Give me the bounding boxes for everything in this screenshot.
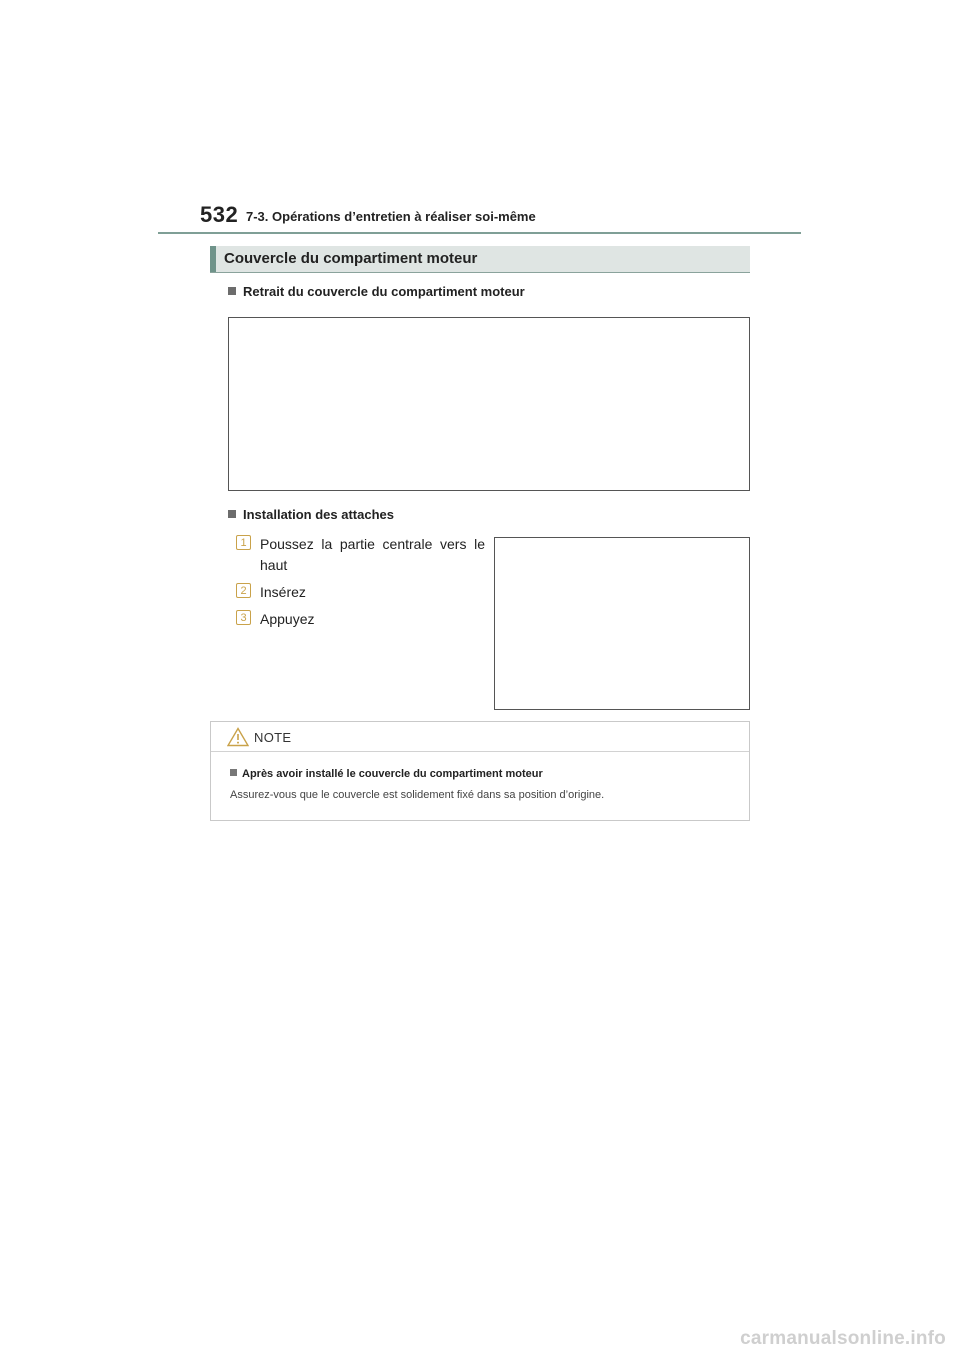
chapter-title: 7-3. Opérations d’entretien à réaliser soi-même (246, 209, 536, 224)
note-subheading-text: Après avoir installé le couvercle du compartiment moteur (242, 768, 543, 780)
removal-figure (228, 317, 750, 491)
step-text: Appuyez (260, 611, 315, 627)
warning-triangle-icon (227, 727, 249, 747)
page-number: 532 (200, 202, 239, 227)
note-label: NOTE (254, 730, 292, 745)
installation-heading-text: Installation des attaches (243, 507, 394, 522)
note-divider (211, 751, 749, 752)
removal-heading-text: Retrait du couvercle du compartiment moteur (243, 284, 525, 299)
step-text: Insérez (260, 584, 306, 600)
note-box (210, 721, 750, 821)
square-bullet-icon (228, 510, 236, 518)
square-bullet-icon (228, 287, 236, 295)
section-title-banner (210, 246, 750, 273)
step-text: Poussez la partie centrale vers le haut (260, 536, 485, 573)
section-accent-bar (210, 246, 216, 272)
header-rule (158, 232, 801, 234)
note-subheading (230, 768, 543, 780)
step-number-badge: 3 (236, 610, 251, 625)
step-number-badge: 2 (236, 583, 251, 598)
note-body: Assurez-vous que le couvercle est solidement fixé dans sa position d’origine. (230, 789, 605, 801)
installation-figure (494, 537, 750, 710)
step-number-badge: 1 (236, 535, 251, 550)
removal-heading (228, 284, 525, 299)
section-title: Couvercle du compartiment moteur (224, 250, 478, 267)
installation-heading (228, 507, 394, 522)
square-bullet-icon (230, 769, 237, 776)
watermark: carmanualsonline.info (740, 1328, 946, 1349)
